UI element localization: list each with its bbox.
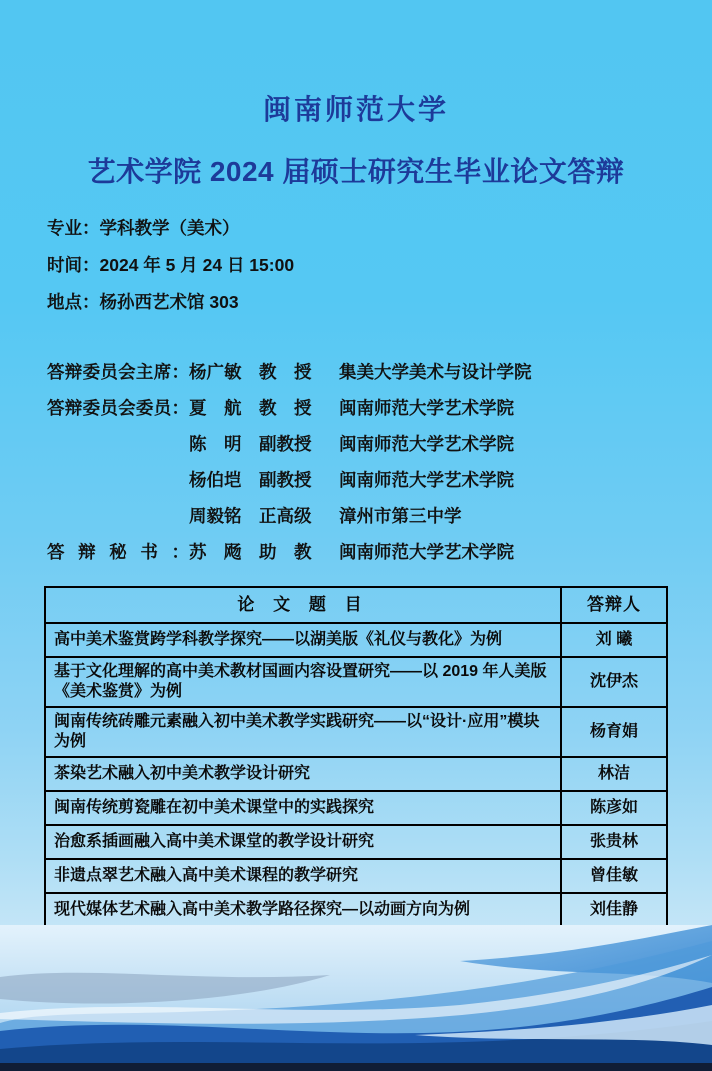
table-row <box>45 859 667 893</box>
committee-member-affiliation: 闽南师范大学艺术学院 <box>339 541 514 562</box>
column-header-defender: 答辩人 <box>561 587 667 623</box>
committee-list <box>47 353 532 569</box>
committee-member-title: 教 授 <box>259 361 312 382</box>
committee-member-affiliation: 闽南师范大学艺术学院 <box>339 433 514 454</box>
committee-row-member <box>47 461 532 497</box>
committee-member-title: 副教授 <box>259 469 312 490</box>
committee-member-title: 副教授 <box>259 433 312 454</box>
committee-row-member <box>47 425 532 461</box>
table-header-row <box>45 587 667 623</box>
committee-member-title: 教 授 <box>259 397 312 418</box>
defender-cell: 林洁 <box>561 757 667 791</box>
committee-member-affiliation: 集美大学美术与设计学院 <box>339 361 532 382</box>
committee-member-title: 正高级 <box>259 505 312 526</box>
detail-location-label: 地点： <box>47 292 100 312</box>
committee-role-label: 答辩委员会委员： <box>47 397 189 418</box>
event-details <box>47 210 294 321</box>
committee-row-member <box>47 389 532 425</box>
thesis-title-cell: 高中美术鉴赏跨学科教学探究——以湖美版《礼仪与教化》为例 <box>45 623 561 657</box>
thesis-title-cell: 闽南传统剪瓷雕在初中美术课堂中的实践探究 <box>45 791 561 825</box>
committee-row-chair <box>47 353 532 389</box>
thesis-title-cell: 治愈系插画融入高中美术课堂的教学设计研究 <box>45 825 561 859</box>
committee-member-name: 苏 飏 <box>189 541 242 562</box>
defender-cell: 张贵林 <box>561 825 667 859</box>
university-title: 闽南师范大学 <box>262 94 449 125</box>
table-row <box>45 791 667 825</box>
committee-row-member <box>47 497 532 533</box>
table-row <box>45 707 667 757</box>
table-row <box>45 657 667 707</box>
thesis-title-cell: 茶染艺术融入初中美术教学设计研究 <box>45 757 561 791</box>
detail-major-label: 专业： <box>47 218 100 238</box>
detail-time-value: 2024 年 5 月 24 日 15:00 <box>99 255 295 275</box>
committee-member-title: 助 教 <box>259 541 312 562</box>
thesis-title-cell: 闽南传统砖雕元素融入初中美术教学实践研究——以“设计·应用”模块为例 <box>45 707 561 757</box>
defender-cell: 杨育娟 <box>561 707 667 757</box>
committee-member-name: 杨广敏 <box>189 361 242 382</box>
table-row <box>45 825 667 859</box>
thesis-table <box>44 586 668 978</box>
committee-member-name: 周毅铭 <box>189 505 242 526</box>
committee-member-affiliation: 漳州市第三中学 <box>339 505 462 526</box>
table-row <box>45 757 667 791</box>
detail-time-label: 时间： <box>47 255 100 275</box>
committee-role-label: 答辩秘书： <box>47 541 189 562</box>
committee-member-affiliation: 闽南师范大学艺术学院 <box>339 397 514 418</box>
committee-member-affiliation: 闽南师范大学艺术学院 <box>339 469 514 490</box>
defender-cell: 曾佳敏 <box>561 859 667 893</box>
detail-location <box>47 284 294 321</box>
table-row <box>45 893 667 927</box>
detail-location-value: 杨孙西艺术馆 303 <box>99 292 239 312</box>
detail-time <box>47 247 294 284</box>
committee-row-secretary <box>47 533 532 569</box>
footer-bar <box>0 1063 712 1071</box>
table-row <box>45 623 667 657</box>
detail-major-value: 学科教学（美术） <box>99 218 240 238</box>
committee-role-label: 答辩委员会主席： <box>47 361 189 382</box>
detail-major <box>47 210 294 247</box>
decorative-wave-graphic <box>0 925 712 1071</box>
thesis-title-cell: 基于文化理解的高中美术教材国画内容设置研究——以 2019 年人美版《美术鉴赏》为例 <box>45 657 561 707</box>
committee-member-name: 陈 明 <box>189 433 242 454</box>
defender-cell: 刘佳静 <box>561 893 667 927</box>
committee-member-name: 杨伯垲 <box>189 469 242 490</box>
defender-cell: 沈伊杰 <box>561 657 667 707</box>
defender-cell: 陈彦如 <box>561 791 667 825</box>
column-header-thesis-title: 论 文 题 目 <box>45 587 561 623</box>
thesis-title-cell: 现代媒体艺术融入高中美术教学路径探究—以动画方向为例 <box>45 893 561 927</box>
committee-member-name: 夏 航 <box>189 397 242 418</box>
event-title: 艺术学院 2024 届硕士研究生毕业论文答辩 <box>87 156 625 187</box>
thesis-title-cell: 非遗点翠艺术融入高中美术课程的教学研究 <box>45 859 561 893</box>
defender-cell: 刘 曦 <box>561 623 667 657</box>
